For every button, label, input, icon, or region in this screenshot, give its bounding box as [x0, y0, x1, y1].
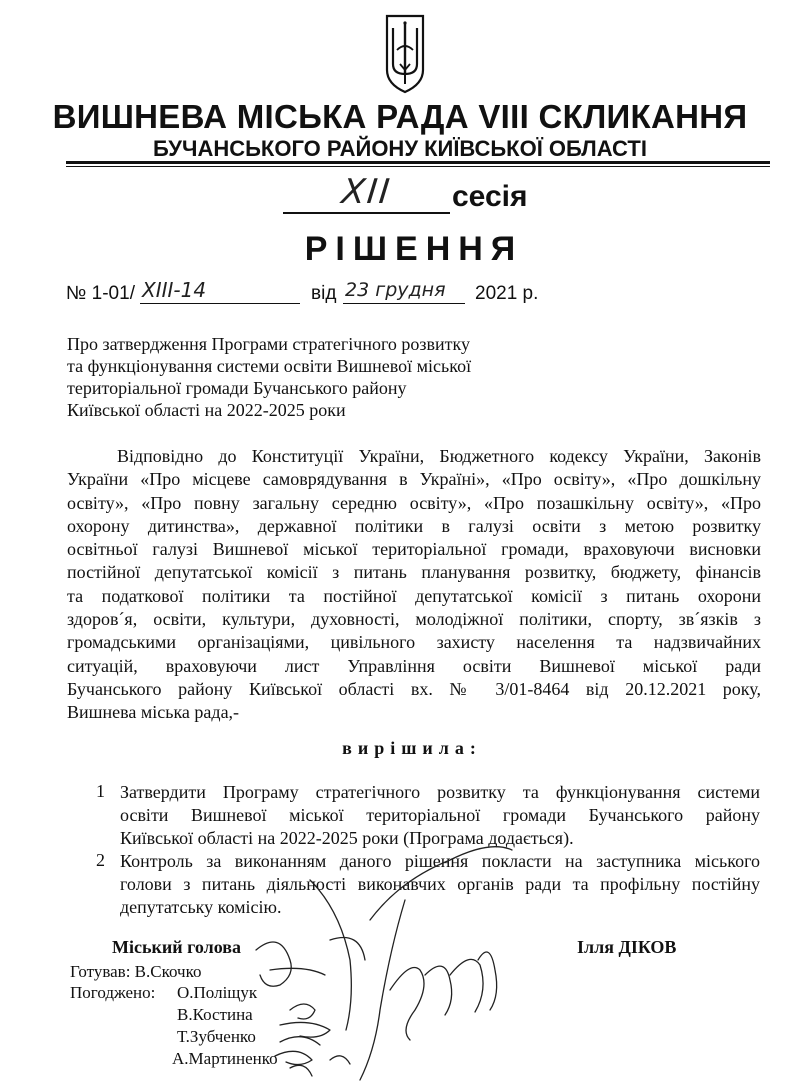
body-line: здоров´я, освіти, культури, духовності, молодіжної політики, спорту, зв´язків з [67, 609, 761, 630]
body-line: постійної депутатської комісії з питань планування розвитку, бюджету, фінансів [67, 562, 761, 583]
decision-date-handwritten: 23 грудня [345, 279, 446, 301]
body-line: громадськими організаціями, цивільного захисту населення та надзвичайних [67, 632, 761, 653]
item-line: Київської області на 2022-2025 роки (Програма додається). [120, 828, 574, 848]
subject-line: та функціонування системи освіти Вишневої міської [67, 356, 472, 376]
subject-line: Про затвердження Програми стратегічного розвитку [67, 334, 470, 354]
decision-number-prefix: № 1-01/ [66, 283, 135, 304]
body-line: Вишнева міська рада,- [67, 702, 240, 723]
preamble-paragraph [67, 445, 761, 725]
body-line: ситуацій, враховуючи лист Управління освіти Вишневої міської ради [67, 655, 761, 676]
item-line: депутатську комісію. [120, 897, 282, 917]
item-number: 2 [96, 850, 105, 870]
decision-number-underline [140, 303, 300, 304]
trident-coat-of-arms-icon [383, 12, 427, 96]
body-line: освітньої галузі Вишневої міської територіальної громади, враховуючи висновки [67, 539, 761, 560]
agreed-name: О.Поліщук [177, 983, 258, 1002]
mayor-label: Міський голова [112, 937, 241, 957]
resolution-item [120, 781, 760, 850]
subject-line: Київської області на 2022-2025 роки [67, 400, 346, 420]
session-number-underline [283, 212, 450, 214]
subject-line: територіальної громади Бучанського району [67, 378, 407, 398]
decision-year: 2021 р. [475, 283, 539, 304]
item-line: Затвердити Програму стратегічного розвитку та функціонування системи [120, 782, 760, 802]
decision-date-underline [343, 303, 465, 304]
prepared-by: Готував: В.Скочко [70, 962, 202, 981]
body-line: України «Про місцеве самоврядування в Україні», «Про освіту», «Про дошкільну [67, 469, 761, 490]
body-line: охорону дитинства», державної політики в галузі освіти з метою розвитку [67, 515, 761, 536]
resolved-label: вирішила: [342, 738, 482, 758]
body-line: та податкової політики та постійної депутатської комісії з питань охорони [67, 585, 761, 606]
body-line: освіту», «Про повну загальну середню освіту», «Про позашкільну освіту», «Про [67, 492, 761, 513]
body-line: Відповідно до Конституції України, Бюджетного кодексу України, Законів [117, 446, 761, 466]
item-line: голови з питань діяльності виконавчих органів ради та профільну постійну [120, 874, 760, 894]
decision-date-prefix: від [311, 283, 337, 304]
header-divider-thick [66, 161, 770, 164]
item-number: 1 [96, 781, 105, 801]
agreed-name: А.Мартиненко [172, 1049, 278, 1068]
agreed-name: Т.Зубченко [177, 1027, 256, 1046]
decision-subject [67, 333, 587, 421]
council-region: БУЧАНСЬКОГО РАЙОНУ КИЇВСЬКОЇ ОБЛАСТІ [153, 136, 647, 161]
mayor-name: Ілля ДІКОВ [577, 937, 677, 957]
session-label: сесія [452, 180, 528, 213]
agreed-label: Погоджено: [70, 983, 156, 1002]
header-divider-thin [66, 166, 770, 167]
decision-number-handwritten: XIII-14 [142, 278, 207, 302]
council-name: ВИШНЕВА МІСЬКА РАДА VIII СКЛИКАННЯ [52, 98, 748, 135]
item-line: освіти Вишневої міської територіальної громади Бучанського району [120, 805, 760, 825]
body-line: Бучанського району Київської області вх. № 3/01-8464 від 20.12.2021 року, [67, 678, 761, 699]
session-number-handwritten: XII [339, 172, 394, 212]
resolution-item [120, 850, 760, 919]
item-line: Контроль за виконанням даного рішення покласти на заступника міського [120, 851, 760, 871]
decision-title: РІШЕННЯ [304, 230, 524, 268]
agreed-name: В.Костина [177, 1005, 253, 1024]
